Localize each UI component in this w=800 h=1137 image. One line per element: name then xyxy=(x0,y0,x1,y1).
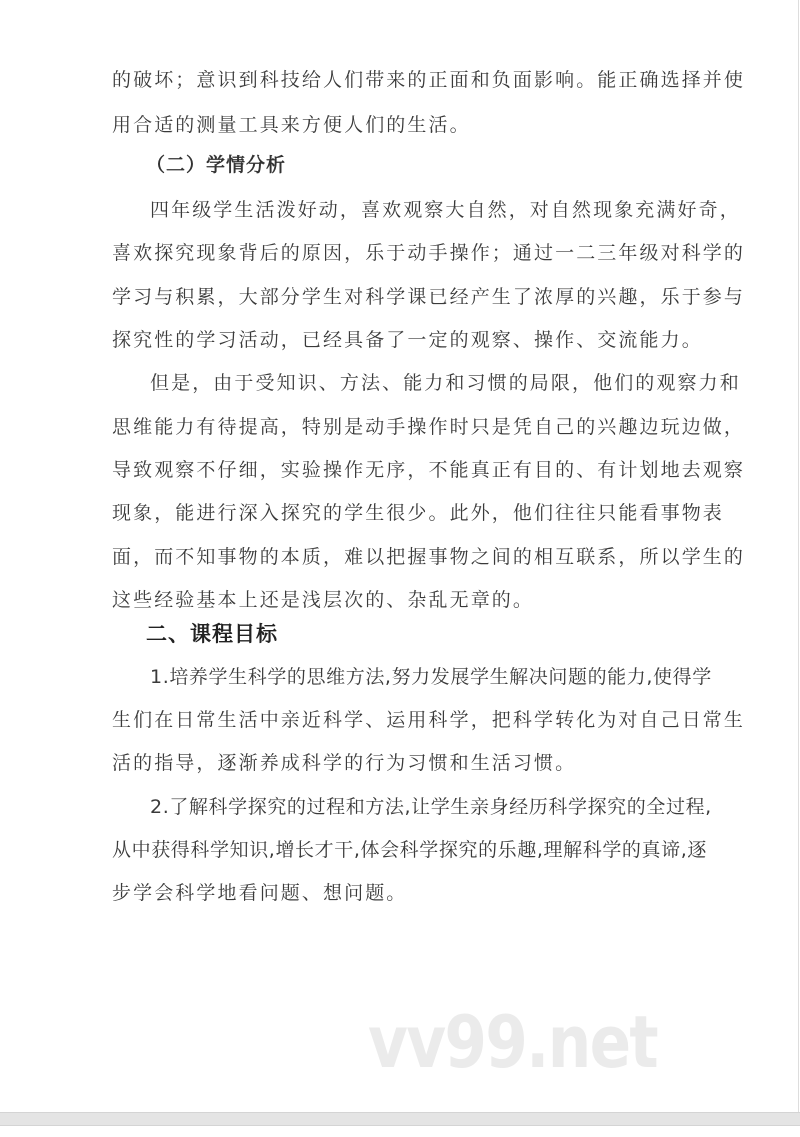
text-line: 导致观察不仔细，实验操作无序，不能真正有目的、有计划地去观察 xyxy=(112,459,746,481)
section-heading-goals: 二、课程目标 xyxy=(146,622,278,646)
text-line: 四年级学生活泼好动，喜欢观察大自然，对自然现象充满好奇， xyxy=(150,199,741,221)
text-line: 但是，由于受知识、方法、能力和习惯的局限，他们的观察力和 xyxy=(150,372,741,394)
text-line: 步学会科学地看问题、想问题。 xyxy=(112,882,408,904)
text-line: 面，而不知事物的本质，难以把握事物之间的相互联系，所以学生的 xyxy=(112,546,746,568)
page-separator xyxy=(0,1112,800,1126)
text-line: 从中获得科学知识,增长才干,体会科学探究的乐趣,理解科学的真谛,逐 xyxy=(112,839,707,861)
text-line: 1.培养学生科学的思维方法,努力发展学生解决问题的能力,使得学 xyxy=(150,666,712,688)
text-line: 喜欢探究现象背后的原因，乐于动手操作；通过一二三年级对科学的 xyxy=(112,242,746,264)
text-line: 这些经验基本上还是浅层次的、杂乱无章的。 xyxy=(112,589,535,611)
text-line: 的破坏；意识到科技给人们带来的正面和负面影响。能正确选择并使 xyxy=(112,69,746,91)
watermark: vv99.net xyxy=(368,1000,657,1084)
text-line: 现象，能进行深入探究的学生很少。此外，他们往往只能看事物表 xyxy=(112,502,724,524)
text-line: 用合适的测量工具来方便人们的生活。 xyxy=(112,114,471,136)
text-line: 活的指导，逐渐养成科学的行为习惯和生活习惯。 xyxy=(112,752,577,774)
section-heading-learning: （二）学情分析 xyxy=(146,154,287,176)
text-line: 思维能力有待提高，特别是动手操作时只是凭自己的兴趣边玩边做， xyxy=(112,416,746,438)
text-line: 生们在日常生活中亲近科学、运用科学，把科学转化为对自己日常生 xyxy=(112,709,746,731)
text-line: 2.了解科学探究的过程和方法,让学生亲身经历科学探究的全过程, xyxy=(150,796,712,818)
text-line: 探究性的学习活动，已经具备了一定的观察、操作、交流能力。 xyxy=(112,329,703,351)
text-line: 学习与积累，大部分学生对科学课已经产生了浓厚的兴趣，乐于参与 xyxy=(112,286,746,308)
